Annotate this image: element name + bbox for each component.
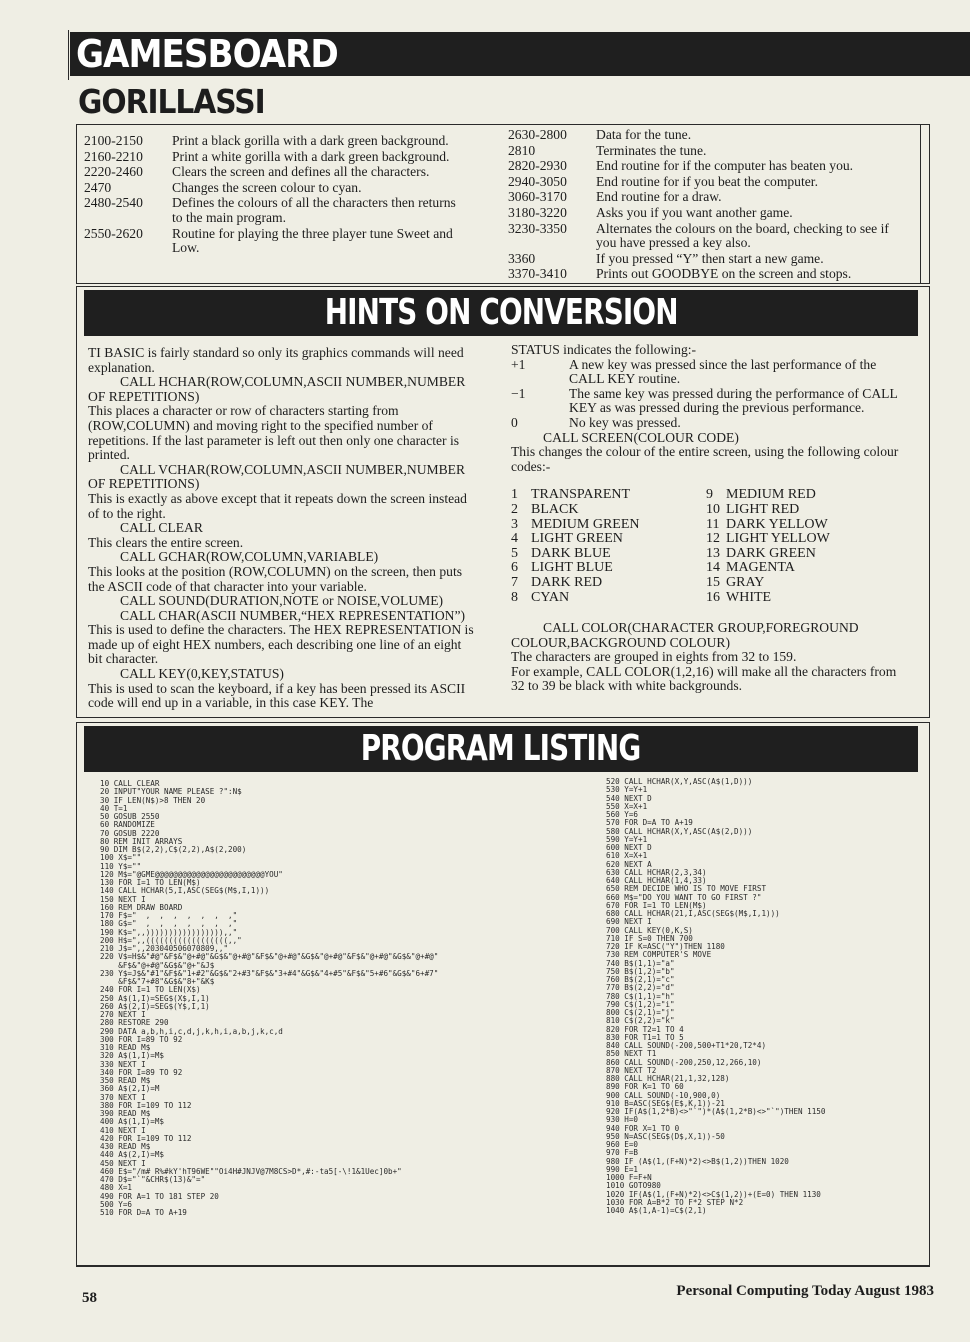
screen-description: This changes the colour of the entire screen, using the following colour codes:- bbox=[511, 444, 899, 474]
code-line: 510 FOR D=A TO A+19 bbox=[100, 1208, 187, 1217]
status-value: +1 bbox=[511, 356, 526, 372]
code-line: 620 NEXT A bbox=[606, 859, 652, 869]
colour-number: 7 bbox=[511, 574, 518, 590]
listing-title: PROGRAM LISTING bbox=[361, 728, 641, 769]
code-line: 340 FOR I=89 TO 92 bbox=[100, 1067, 183, 1077]
colour-code-row bbox=[706, 576, 901, 591]
line-description: If you pressed “Y” then start a new game. bbox=[596, 250, 824, 266]
colour-number: 10 bbox=[706, 501, 720, 517]
code-line: 300 FOR I=89 TO 92 bbox=[100, 1034, 183, 1044]
code-line: 670 FOR I=1 TO LEN(M$) bbox=[606, 900, 707, 910]
code-line: 420 FOR I=109 TO 112 bbox=[100, 1133, 192, 1143]
line-range: 2220-2460 bbox=[84, 164, 143, 180]
screen-command: CALL SCREEN(COLOUR CODE) bbox=[543, 429, 739, 445]
colour-codes bbox=[511, 488, 901, 605]
code-line: 580 CALL HCHAR(X,Y,ASC(A$(2,D))) bbox=[606, 826, 753, 836]
colour-code-row bbox=[706, 488, 901, 503]
colour-code-row bbox=[511, 591, 706, 606]
hints-right-column bbox=[511, 343, 901, 694]
colour-code-row bbox=[706, 591, 901, 606]
code-line: 940 FOR X=1 TO 0 bbox=[606, 1123, 680, 1133]
hint-paragraph: This is exactly as above except that it repeats down the screen instead of to the right. bbox=[88, 490, 467, 521]
line-table-row bbox=[84, 134, 462, 149]
code-line: 520 CALL HCHAR(X,Y,ASC(A$(1,D))) bbox=[606, 778, 753, 786]
code-line: 130 FOR I=1 TO LEN(M$) bbox=[100, 878, 201, 887]
line-range: 2470 bbox=[84, 179, 112, 195]
colour-number: 13 bbox=[706, 545, 720, 561]
colour-number: 15 bbox=[706, 574, 720, 590]
colour-code-row bbox=[511, 488, 706, 503]
status-row bbox=[511, 387, 901, 416]
code-line: 230 Y$=J$&"#1"&F$&"1+#2"&G$&"2+#3"&F$&"3+#4"&G$&"4+#5"&F$&"5+#6"&G$&"6+#7" bbox=[100, 968, 439, 978]
code-line: 600 NEXT D bbox=[606, 843, 652, 852]
code-line: 280 RESTORE 290 bbox=[100, 1018, 169, 1028]
line-range: 2100-2150 bbox=[84, 133, 143, 148]
line-range: 3060-3170 bbox=[508, 189, 567, 205]
code-line: 870 NEXT T2 bbox=[606, 1065, 657, 1075]
line-table-row bbox=[508, 252, 910, 267]
status-meaning: A new key was pressed since the last performance of the CALL KEY routine. bbox=[569, 356, 877, 387]
code-line: 170 F$=" , , , , , , ," bbox=[100, 911, 238, 920]
colour-number: 1 bbox=[511, 487, 518, 503]
code-line: 430 READ M$ bbox=[100, 1142, 151, 1151]
code-line: 880 CALL HCHAR(21,1,32,128) bbox=[606, 1074, 730, 1083]
code-line: 200 H$=",,((((((((((((((((((,," bbox=[100, 935, 242, 945]
status-list bbox=[511, 358, 901, 431]
code-line: 830 FOR T1=1 TO 5 bbox=[606, 1032, 684, 1042]
code-line: 80 REM INIT ARRAYS bbox=[100, 836, 183, 846]
code-line: 1030 FOR A=B*2 TO F*2 STEP N*2 bbox=[606, 1197, 744, 1207]
colour-code-row bbox=[706, 561, 901, 576]
code-line: 730 REM COMPUTER'S MOVE bbox=[606, 950, 712, 960]
code-line: 970 F=B bbox=[606, 1148, 639, 1158]
colour-name: DARK YELLOW bbox=[726, 516, 828, 532]
line-table-row bbox=[84, 181, 462, 196]
color-example: For example, CALL COLOR(1,2,16) will make all the characters from 32 to 39 be black with white backgrounds. bbox=[511, 663, 897, 694]
colour-code-row bbox=[511, 547, 706, 562]
page-title: GORILLASSI bbox=[78, 82, 265, 121]
colour-code-row bbox=[706, 518, 901, 533]
code-line: 490 FOR A=1 TO 181 STEP 20 bbox=[100, 1191, 219, 1201]
magazine-credit: Personal Computing Today August 1983 bbox=[676, 1283, 934, 1299]
code-line: 380 FOR I=109 TO 112 bbox=[100, 1100, 192, 1110]
line-table-row bbox=[84, 150, 462, 165]
status-meaning: No key was pressed. bbox=[569, 414, 681, 430]
code-line: 40 T=1 bbox=[100, 803, 128, 813]
code-line: 350 READ M$ bbox=[100, 1076, 151, 1085]
code-line: 310 READ M$ bbox=[100, 1043, 151, 1052]
listing-right-column bbox=[606, 778, 924, 1215]
line-range: 3230-3350 bbox=[508, 220, 567, 236]
line-range: 2550-2620 bbox=[84, 225, 143, 241]
code-line: 890 FOR K=1 TO 60 bbox=[606, 1082, 684, 1092]
code-line: 320 A$(1,I)=M$ bbox=[100, 1051, 165, 1061]
colour-number: 3 bbox=[511, 516, 518, 532]
hints-banner bbox=[84, 290, 918, 336]
command-heading: CALL VCHAR(ROW,COLUMN,ASCII NUMBER,NUMBER OF REPETITIONS) bbox=[88, 461, 466, 492]
code-line: 160 REM DRAW BOARD bbox=[100, 902, 183, 912]
code-line: 220 V$=H$&"#@"&F$&"@+#@"&G$&"@+#@"&F$&"@+#@"&G$&"@+#@"&F$&"@+#@"&G$&"@+#@" bbox=[100, 952, 439, 962]
colour-codes-left bbox=[511, 488, 706, 605]
colour-name: LIGHT GREEN bbox=[531, 531, 623, 547]
code-line: 330 NEXT I bbox=[100, 1059, 146, 1069]
code-line: 920 IF(A$(1,2*B)<>"`")*(A$(1,2*B)<>"`")THEN 1150 bbox=[606, 1107, 826, 1116]
colour-codes-right bbox=[706, 488, 901, 605]
line-range: 3180-3220 bbox=[508, 204, 567, 220]
code-line: 70 GOSUB 2220 bbox=[100, 828, 160, 838]
code-line: &F$&"@+#@"&G$&"@+"&J$ bbox=[100, 960, 215, 970]
line-table-row bbox=[84, 165, 462, 180]
colour-code-row bbox=[511, 532, 706, 547]
code-line: 720 IF K=ASC("Y")THEN 1180 bbox=[606, 942, 725, 951]
code-line: 790 C$(1,2)="i" bbox=[606, 999, 675, 1009]
code-line: 400 A$(1,I)=M$ bbox=[100, 1117, 165, 1127]
code-line: 560 Y=6 bbox=[606, 810, 639, 819]
line-description: End routine for if the computer has beaten you. bbox=[596, 158, 854, 174]
code-line: 20 INPUT"YOUR NAME PLEASE ?":N$ bbox=[100, 787, 242, 797]
code-line: 800 C$(2,1)="j" bbox=[606, 1008, 675, 1017]
colour-name: CYAN bbox=[531, 589, 570, 605]
line-range: 2810 bbox=[508, 142, 536, 158]
code-line: 650 REM DECIDE WHO IS TO MOVE FIRST bbox=[606, 884, 767, 894]
hint-paragraph: This places a character or row of characters starting from (ROW,COLUMN) and moving right to the specified number of repetitions. If the last parameter is left out then only one character is printed. bbox=[88, 403, 460, 463]
code-line: 260 A$(2,I)=SEG$(Y$,I,1) bbox=[100, 1001, 210, 1011]
line-table-right bbox=[508, 128, 910, 283]
code-line: 780 C$(1,1)="h" bbox=[606, 991, 675, 1001]
code-line: 570 FOR D=A TO A+19 bbox=[606, 818, 693, 828]
hint-paragraph: This looks at the position (ROW,COLUMN) on the screen, then puts the ASCII code of that character into your variable. bbox=[88, 563, 463, 594]
line-description: Terminates the tune. bbox=[596, 142, 707, 158]
code-line: 950 N=ASC(SEG$(D$,X,1))-50 bbox=[606, 1131, 725, 1141]
colour-name: LIGHT BLUE bbox=[531, 560, 613, 576]
command-heading: CALL KEY(0,KEY,STATUS) bbox=[120, 666, 284, 682]
line-table-row bbox=[508, 190, 910, 205]
code-line: 120 M$="@GME@@@@@@@@@@@@@@@@@@@@@@@@YOU" bbox=[100, 869, 283, 879]
colour-code-row bbox=[706, 547, 901, 562]
code-line: 690 NEXT I bbox=[606, 917, 652, 927]
code-line: 750 B$(1,2)="b" bbox=[606, 966, 675, 976]
line-description: End routine for a draw. bbox=[596, 189, 722, 205]
code-line: 760 B$(2,1)="c" bbox=[606, 975, 675, 984]
colour-name: DARK BLUE bbox=[531, 545, 611, 561]
code-line: 1000 F=F+N bbox=[606, 1173, 652, 1182]
hint-paragraph: This clears the entire screen. bbox=[88, 534, 244, 550]
code-line: 30 IF LEN(N$)>8 THEN 20 bbox=[100, 795, 206, 805]
code-line: 450 NEXT I bbox=[100, 1158, 146, 1168]
code-line: 900 CALL SOUND(-10,900,0) bbox=[606, 1090, 721, 1100]
code-line: 150 NEXT I bbox=[100, 894, 146, 904]
code-line: 180 G$=" , , , , , , ," bbox=[100, 919, 238, 929]
code-line: 640 CALL HCHAR(1,4,33) bbox=[606, 876, 707, 885]
code-line: 50 GOSUB 2550 bbox=[100, 812, 160, 821]
status-meaning: The same key was pressed during the performance of CALL KEY as was pressed during the previous performance. bbox=[569, 385, 898, 416]
code-line: 860 CALL SOUND(-200,250,12,266,10) bbox=[606, 1057, 762, 1067]
code-line: 1040 A$(1,A-1)=C$(2,1) bbox=[606, 1206, 707, 1215]
colour-number: 2 bbox=[511, 501, 518, 517]
colour-name: TRANSPARENT bbox=[531, 487, 631, 503]
code-line: 820 FOR T2=1 TO 4 bbox=[606, 1024, 684, 1034]
colour-name: DARK GREEN bbox=[726, 545, 816, 561]
line-table-row bbox=[508, 159, 910, 174]
code-line: 290 DATA a,b,h,i,c,d,j,k,h,i,a,b,j,k,c,d bbox=[100, 1026, 283, 1036]
code-line: 700 CALL KEY(0,K,S) bbox=[606, 925, 693, 935]
hint-paragraph: This is used to scan the keyboard, if a key has been pressed its ASCII code will end up in a variable, in this case KEY. The bbox=[88, 680, 466, 711]
code-line: 630 CALL HCHAR(2,3,34) bbox=[606, 867, 707, 877]
listing-banner bbox=[84, 726, 918, 772]
colour-name: MEDIUM GREEN bbox=[531, 516, 640, 532]
line-description: Defines the colours of all the characters then returns to the main program. bbox=[172, 195, 456, 225]
line-table-row bbox=[508, 175, 910, 190]
line-table-row bbox=[508, 267, 910, 282]
code-line: 370 NEXT I bbox=[100, 1092, 146, 1102]
code-line: 1010 GOTO980 bbox=[606, 1181, 661, 1191]
page-number: 58 bbox=[82, 1290, 97, 1306]
colour-code-row bbox=[511, 503, 706, 518]
code-line: 240 FOR I=1 TO LEN(X$) bbox=[100, 985, 201, 995]
code-line: 610 X=X+1 bbox=[606, 851, 648, 861]
code-line: 850 NEXT T1 bbox=[606, 1049, 657, 1059]
code-line: 90 DIM B$(2,2),C$(2,2),A$(2,200) bbox=[100, 845, 247, 854]
status-row bbox=[511, 416, 901, 431]
colour-number: 12 bbox=[706, 531, 720, 547]
code-line: 660 M$="DO YOU WANT TO GO FIRST ?" bbox=[606, 892, 762, 902]
colour-number: 4 bbox=[511, 531, 518, 547]
code-line: 480 X=1 bbox=[100, 1183, 133, 1193]
code-line: 980 IF (A$(1,(F+N)*2)<>B$(1,2))THEN 1020 bbox=[606, 1156, 789, 1166]
colour-name: MEDIUM RED bbox=[726, 487, 816, 503]
code-line: &F$&"7+#8"&G$&"8+"&K$ bbox=[100, 977, 215, 986]
code-line: 60 RANDOMIZE bbox=[100, 820, 155, 830]
code-line: 540 NEXT D bbox=[606, 793, 652, 803]
colour-name: MAGENTA bbox=[726, 560, 795, 576]
colour-code-row bbox=[511, 561, 706, 576]
colour-number: 14 bbox=[706, 560, 720, 576]
line-range: 2160-2210 bbox=[84, 148, 143, 164]
colour-number: 6 bbox=[511, 560, 518, 576]
colour-code-row bbox=[511, 576, 706, 591]
code-line: 190 K$=",,))))))))))))))))),," bbox=[100, 927, 238, 937]
code-line: 740 B$(1,1)="a" bbox=[606, 958, 675, 968]
code-line: 250 A$(1,I)=SEG$(X$,I,1) bbox=[100, 993, 210, 1003]
line-table-row bbox=[84, 196, 462, 225]
line-table-row bbox=[508, 222, 910, 251]
colour-code-row bbox=[511, 518, 706, 533]
command-heading: CALL SOUND(DURATION,NOTE or NOISE,VOLUME) bbox=[120, 593, 444, 609]
code-line: 910 B=ASC(SEG$(E$,K,1))-21 bbox=[606, 1098, 725, 1108]
line-range: 3370-3410 bbox=[508, 266, 567, 282]
status-value: 0 bbox=[511, 414, 518, 430]
line-description: Alternates the colours on the board, checking to see if you have pressed a key also. bbox=[596, 220, 889, 251]
code-line: 460 E$="/m# R%#kY'hT96WE""Oi4H#JNJV@7M8CS>D*,#:-ta5[-\!1&1Uec]0b+" bbox=[100, 1166, 402, 1176]
line-description: Clears the screen and defines all the characters. bbox=[172, 164, 430, 180]
line-description: End routine for if you beat the computer. bbox=[596, 173, 818, 189]
section-title: GAMESBOARD bbox=[76, 32, 338, 76]
colour-code-row bbox=[706, 503, 901, 518]
line-description: Prints out GOODBYE on the screen and stops. bbox=[596, 266, 852, 282]
colour-name: BLACK bbox=[531, 501, 579, 517]
code-line: 440 A$(2,I)=M$ bbox=[100, 1150, 165, 1160]
line-table-row bbox=[508, 128, 910, 143]
hint-paragraph: TI BASIC is fairly standard so only its graphics commands will need explanation. bbox=[88, 345, 464, 375]
line-description: Print a white gorilla with a dark green background. bbox=[172, 148, 450, 164]
line-table-divider bbox=[920, 124, 921, 284]
code-line: 360 A$(2,I)=M bbox=[100, 1084, 160, 1094]
code-line: 840 CALL SOUND(-200,500+T1*20,T2*4) bbox=[606, 1041, 767, 1050]
code-line: 390 READ M$ bbox=[100, 1109, 151, 1118]
hint-paragraph: This is used to define the characters. The HEX REPRESENTATION is made up of eight HEX numbers, each describing one line of an eight bit character. bbox=[88, 622, 474, 667]
color-command: CALL COLOR(CHARACTER GROUP,FOREGROUND COLOUR,BACKGROUND COLOUR) bbox=[511, 620, 859, 650]
line-table-row bbox=[508, 144, 910, 159]
code-line: 930 H=0 bbox=[606, 1115, 639, 1125]
status-row bbox=[511, 358, 901, 387]
command-heading: CALL CHAR(ASCII NUMBER,“HEX REPRESENTATION”) bbox=[120, 607, 466, 623]
colour-name: LIGHT YELLOW bbox=[726, 531, 830, 547]
status-value: −1 bbox=[511, 385, 526, 401]
colour-name: LIGHT RED bbox=[726, 501, 800, 517]
hints-title: HINTS ON CONVERSION bbox=[324, 292, 678, 333]
line-description: Routine for playing the three player tune Sweet and Low. bbox=[172, 225, 453, 256]
colour-number: 5 bbox=[511, 545, 518, 561]
code-line: 470 D$="`"&CHR$(13)&"=" bbox=[100, 1175, 206, 1184]
colour-number: 9 bbox=[706, 487, 713, 503]
code-line: 990 E=1 bbox=[606, 1164, 639, 1174]
line-description: Asks you if you want another game. bbox=[596, 204, 793, 220]
footer-rule bbox=[76, 1266, 930, 1267]
code-line: 500 Y=6 bbox=[100, 1199, 133, 1209]
code-line: 680 CALL HCHAR(21,I,ASC(SEG$(M$,I,1))) bbox=[606, 909, 780, 918]
line-range: 2820-2930 bbox=[508, 158, 567, 174]
code-line: 270 NEXT I bbox=[100, 1010, 146, 1019]
code-line: 110 Y$="" bbox=[100, 861, 142, 871]
line-range: 3360 bbox=[508, 250, 536, 266]
status-intro: STATUS indicates the following:- bbox=[511, 342, 697, 357]
colour-number: 11 bbox=[706, 516, 720, 532]
code-line: 770 B$(2,2)="d" bbox=[606, 983, 675, 993]
code-line: 10 CALL CLEAR bbox=[100, 780, 160, 788]
code-line: 410 NEXT I bbox=[100, 1125, 146, 1135]
code-line: 140 CALL HCHAR(5,I,ASC(SEG$(M$,I,1))) bbox=[100, 886, 270, 896]
colour-code-row bbox=[706, 532, 901, 547]
line-description: Data for the tune. bbox=[596, 127, 692, 142]
colour-name: GRAY bbox=[726, 574, 765, 590]
code-line: 710 IF S=0 THEN 700 bbox=[606, 933, 693, 943]
line-table-row bbox=[508, 206, 910, 221]
command-heading: CALL HCHAR(ROW,COLUMN,ASCII NUMBER,NUMBER OF REPETITIONS) bbox=[88, 374, 466, 404]
listing-left-column bbox=[100, 780, 595, 1217]
code-line: 530 Y=Y+1 bbox=[606, 785, 648, 795]
line-description: Changes the screen colour to cyan. bbox=[172, 179, 362, 195]
code-line: 210 J$=",,203040506070809,," bbox=[100, 944, 229, 953]
colour-number: 8 bbox=[511, 589, 518, 605]
code-line: 550 X=X+1 bbox=[606, 801, 648, 811]
line-range: 2630-2800 bbox=[508, 127, 567, 142]
colour-name: WHITE bbox=[726, 589, 772, 605]
line-table-left bbox=[84, 134, 462, 257]
section-banner bbox=[70, 32, 970, 76]
code-line: 100 X$="" bbox=[100, 853, 142, 863]
command-heading: CALL CLEAR bbox=[120, 520, 203, 536]
code-line: 590 Y=Y+1 bbox=[606, 834, 648, 844]
line-description: Print a black gorilla with a dark green background. bbox=[172, 133, 449, 148]
colour-name: DARK RED bbox=[531, 574, 603, 590]
hints-left-column bbox=[88, 346, 476, 711]
code-line: 810 C$(2,2)="k" bbox=[606, 1016, 675, 1026]
colour-number: 16 bbox=[706, 589, 720, 605]
code-line: 960 E=0 bbox=[606, 1140, 639, 1149]
code-line: 1020 IF(A$(1,(F+N)*2)<>C$(1,2))+(E=0) THEN 1130 bbox=[606, 1189, 821, 1199]
line-range: 2940-3050 bbox=[508, 173, 567, 189]
color-description: The characters are grouped in eights from 32 to 159. bbox=[511, 649, 797, 665]
line-range: 2480-2540 bbox=[84, 195, 143, 211]
command-heading: CALL GCHAR(ROW,COLUMN,VARIABLE) bbox=[120, 549, 379, 565]
line-table-row bbox=[84, 227, 462, 256]
